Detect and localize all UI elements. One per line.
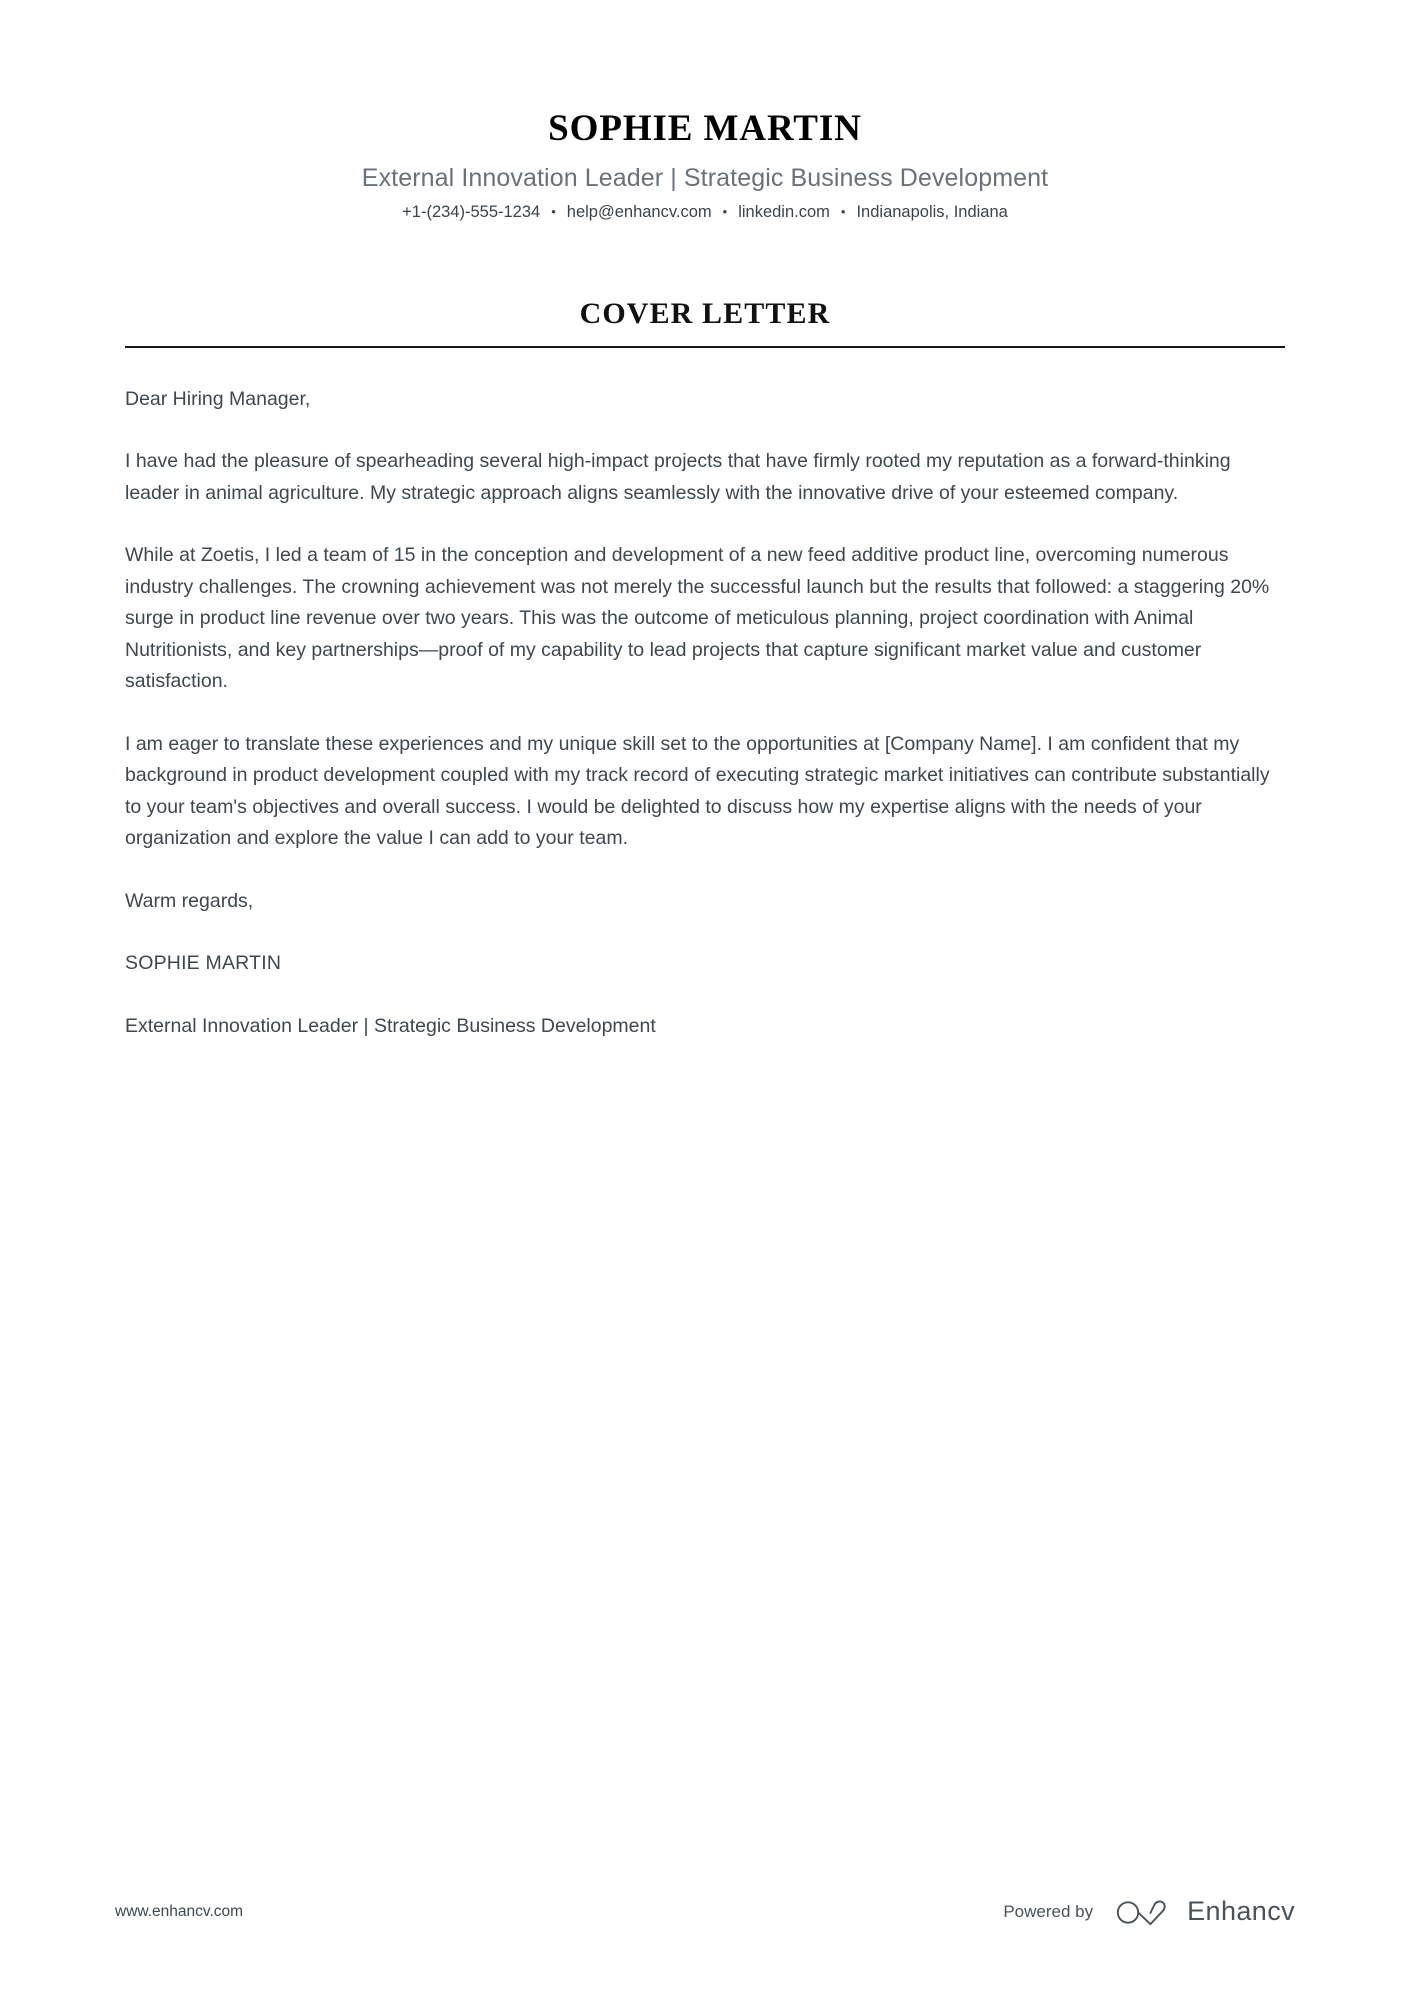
contact-linkedin[interactable]: linkedin.com [738, 203, 830, 222]
contact-phone: +1-(234)-555-1234 [402, 203, 541, 222]
contact-location: Indianapolis, Indiana [856, 203, 1008, 222]
contact-line [0, 202, 1410, 223]
letter-paragraph: I am eager to translate these experiences and my unique skill set to the opportunities at [Company Name]. I am confident that my background in product development coupled with my track record of executing strategic market initiatives can contribute substantially to your team's objectives and overall success. I would be delighted to discuss how my expertise aligns with the needs of your organization and explore the value I can add to your team. [125, 732, 1270, 850]
enhancv-logo-icon [1115, 1897, 1173, 1927]
powered-by-block [1003, 1896, 1295, 1927]
letter-closing: Warm regards, [125, 889, 254, 912]
enhancv-brand-name: Enhancv [1187, 1896, 1295, 1926]
signature-name: SOPHIE MARTIN [125, 952, 282, 975]
footer-website-link[interactable]: www.enhancv.com [115, 1902, 244, 1920]
document-header [0, 0, 1410, 224]
candidate-name: SOPHIE MARTIN [548, 108, 862, 149]
letter-salutation: Dear Hiring Manager, [125, 387, 311, 410]
section-title: COVER LETTER [579, 296, 831, 330]
letter-paragraph: While at Zoetis, I led a team of 15 in the conception and development of a new feed additive product line, overcoming numerous industry challenges. The crowning achievement was not merely the successful launch but the results that followed: a staggering 20% surge in product line revenue over two years. This was the outcome of meticulous planning, project coordination with Animal Nutritionists, and key partnerships—proof of my capability to lead projects that capture significant market value and customer satisfaction. [125, 544, 1270, 693]
candidate-headline: External Innovation Leader | Strategic Business Development [361, 164, 1049, 193]
section-divider [125, 346, 1285, 348]
bullet-separator-icon: • [722, 203, 728, 219]
letter-body [0, 384, 1410, 1043]
powered-by-label: Powered by [1003, 1901, 1094, 1921]
section-header [0, 296, 1410, 348]
bullet-separator-icon: • [840, 203, 846, 219]
document-footer [0, 1896, 1410, 1927]
bullet-separator-icon: • [551, 203, 556, 219]
contact-email: help@enhancv.com [566, 203, 712, 222]
letter-paragraph: I have had the pleasure of spearheading several high-impact projects that have firmly rooted my reputation as a forward-thinking leader in animal agriculture. My strategic approach aligns seamlessly with the innovative drive of your esteemed company. [125, 450, 1231, 504]
signature-title: External Innovation Leader | Strategic Business Development [125, 1014, 656, 1037]
